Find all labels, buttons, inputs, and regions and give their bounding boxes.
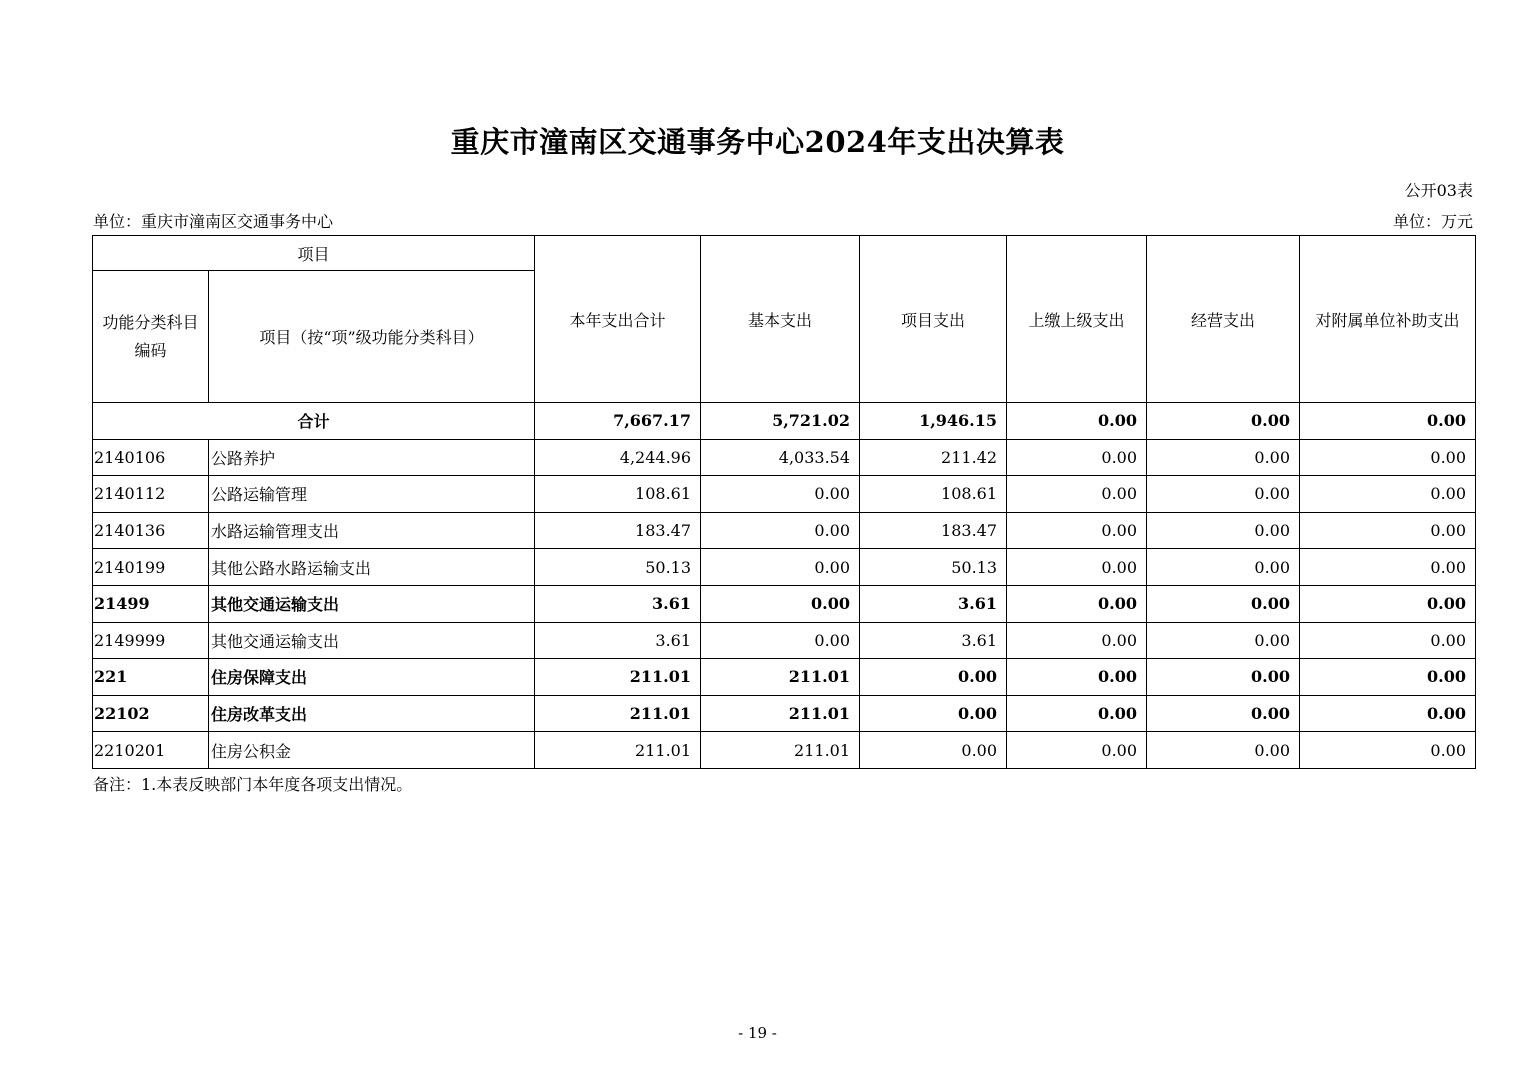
- cell-total: 3.61: [535, 622, 701, 659]
- cell-code: 22102: [93, 695, 209, 732]
- cell-business: 0.00: [1147, 549, 1300, 586]
- cell-project: 0.00: [860, 659, 1007, 696]
- cell-business: 0.00: [1147, 439, 1300, 476]
- cell-basic: 211.01: [701, 732, 860, 769]
- cell-business: 0.00: [1147, 622, 1300, 659]
- cell-subsidy: 0.00: [1300, 585, 1476, 622]
- table-row: [93, 476, 1476, 513]
- cell-business: 0.00: [1147, 659, 1300, 696]
- cell-basic: 0.00: [701, 512, 860, 549]
- cell-basic: 211.01: [701, 695, 860, 732]
- form-number: 公开03表: [1404, 181, 1473, 200]
- table-row: [93, 695, 1476, 732]
- cell-business: 0.00: [1147, 732, 1300, 769]
- total-project: 1,946.15: [860, 403, 1007, 440]
- cell-name: 其他交通运输支出: [209, 622, 535, 659]
- cell-business: 0.00: [1147, 476, 1300, 513]
- cell-subsidy: 0.00: [1300, 512, 1476, 549]
- cell-project: 3.61: [860, 622, 1007, 659]
- table-body: [93, 403, 1476, 769]
- cell-name: 住房改革支出: [209, 695, 535, 732]
- header-business: 经营支出: [1147, 236, 1300, 403]
- page-number: - 19 -: [738, 1024, 777, 1042]
- table-row: [93, 622, 1476, 659]
- total-label: 合计: [93, 403, 535, 440]
- table-row: [93, 549, 1476, 586]
- cell-code: 21499: [93, 585, 209, 622]
- cell-code: 2140112: [93, 476, 209, 513]
- table-row: [93, 585, 1476, 622]
- cell-upper: 0.00: [1007, 585, 1147, 622]
- cell-code: 2140199: [93, 549, 209, 586]
- cell-name: 公路养护: [209, 439, 535, 476]
- cell-name: 水路运输管理支出: [209, 512, 535, 549]
- cell-basic: 0.00: [701, 549, 860, 586]
- table-row: [93, 439, 1476, 476]
- cell-basic: 0.00: [701, 622, 860, 659]
- cell-upper: 0.00: [1007, 732, 1147, 769]
- unit-currency: 单位：万元: [1392, 212, 1473, 231]
- cell-total: 108.61: [535, 476, 701, 513]
- footnote: 备注：1.本表反映部门本年度各项支出情况。: [93, 775, 413, 794]
- cell-name: 住房公积金: [209, 732, 535, 769]
- header-basic: 基本支出: [701, 236, 860, 403]
- cell-total: 183.47: [535, 512, 701, 549]
- cell-subsidy: 0.00: [1300, 476, 1476, 513]
- cell-project: 50.13: [860, 549, 1007, 586]
- cell-subsidy: 0.00: [1300, 659, 1476, 696]
- cell-upper: 0.00: [1007, 622, 1147, 659]
- cell-business: 0.00: [1147, 695, 1300, 732]
- table-row: [93, 659, 1476, 696]
- cell-upper: 0.00: [1007, 476, 1147, 513]
- header-subsidy: 对附属单位补助支出: [1300, 236, 1476, 403]
- cell-name: 公路运输管理: [209, 476, 535, 513]
- cell-code: 221: [93, 659, 209, 696]
- cell-upper: 0.00: [1007, 512, 1147, 549]
- cell-project: 183.47: [860, 512, 1007, 549]
- cell-upper: 0.00: [1007, 549, 1147, 586]
- cell-subsidy: 0.00: [1300, 549, 1476, 586]
- page-title: 重庆市潼南区交通事务中心2024年支出决算表: [450, 125, 1065, 159]
- header-item-group: 项目: [93, 236, 535, 271]
- cell-total: 4,244.96: [535, 439, 701, 476]
- cell-project: 211.42: [860, 439, 1007, 476]
- cell-total: 211.01: [535, 659, 701, 696]
- cell-basic: 211.01: [701, 659, 860, 696]
- cell-name: 其他公路水路运输支出: [209, 549, 535, 586]
- total-basic: 5,721.02: [701, 403, 860, 440]
- header-name: 项目（按“项”级功能分类科目）: [209, 271, 535, 403]
- cell-subsidy: 0.00: [1300, 695, 1476, 732]
- cell-total: 3.61: [535, 585, 701, 622]
- cell-basic: 4,033.54: [701, 439, 860, 476]
- cell-business: 0.00: [1147, 585, 1300, 622]
- cell-business: 0.00: [1147, 512, 1300, 549]
- cell-project: 0.00: [860, 732, 1007, 769]
- header-code: 功能分类科目编码: [93, 271, 209, 403]
- table-row: [93, 732, 1476, 769]
- expenditure-table: [92, 235, 1476, 769]
- total-row: [93, 403, 1476, 440]
- cell-project: 3.61: [860, 585, 1007, 622]
- cell-code: 2210201: [93, 732, 209, 769]
- cell-code: 2149999: [93, 622, 209, 659]
- cell-name: 其他交通运输支出: [209, 585, 535, 622]
- total-business: 0.00: [1147, 403, 1300, 440]
- cell-name: 住房保障支出: [209, 659, 535, 696]
- cell-code: 2140106: [93, 439, 209, 476]
- header-upper: 上缴上级支出: [1007, 236, 1147, 403]
- table-row: [93, 512, 1476, 549]
- cell-project: 108.61: [860, 476, 1007, 513]
- cell-subsidy: 0.00: [1300, 622, 1476, 659]
- header-project: 项目支出: [860, 236, 1007, 403]
- unit-organization: 单位：重庆市潼南区交通事务中心: [93, 212, 334, 231]
- total-subsidy: 0.00: [1300, 403, 1476, 440]
- cell-upper: 0.00: [1007, 439, 1147, 476]
- cell-total: 50.13: [535, 549, 701, 586]
- cell-total: 211.01: [535, 695, 701, 732]
- cell-upper: 0.00: [1007, 659, 1147, 696]
- header-total: 本年支出合计: [535, 236, 701, 403]
- cell-basic: 0.00: [701, 476, 860, 513]
- cell-subsidy: 0.00: [1300, 439, 1476, 476]
- total-upper: 0.00: [1007, 403, 1147, 440]
- cell-project: 0.00: [860, 695, 1007, 732]
- cell-total: 211.01: [535, 732, 701, 769]
- cell-subsidy: 0.00: [1300, 732, 1476, 769]
- total-total: 7,667.17: [535, 403, 701, 440]
- cell-code: 2140136: [93, 512, 209, 549]
- cell-upper: 0.00: [1007, 695, 1147, 732]
- cell-basic: 0.00: [701, 585, 860, 622]
